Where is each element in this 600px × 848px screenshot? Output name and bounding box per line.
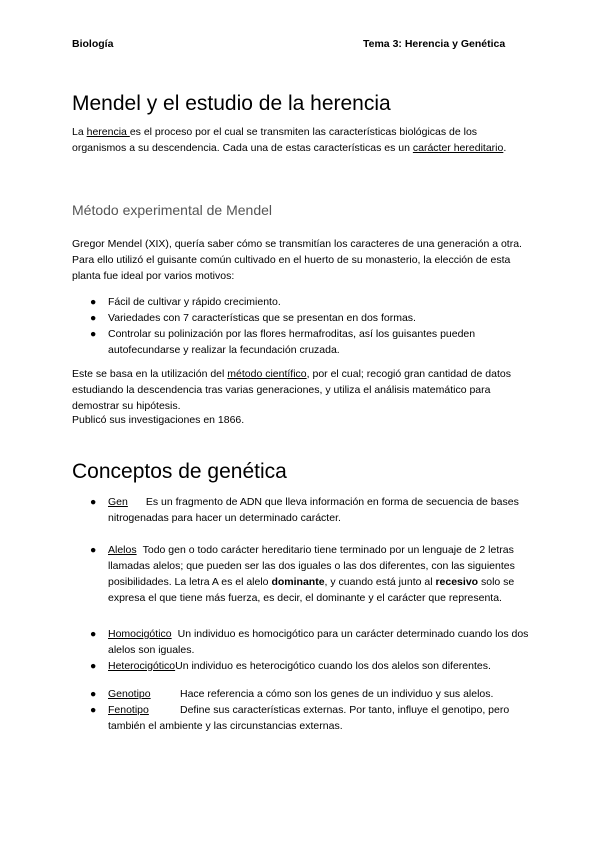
concept-heterocigotico: ● HeterocigóticoUn individuo es heterocigótico cuando los dos alelos son diferentes. [90,660,491,672]
bullet-icon: ● [90,496,97,508]
bullet-icon: ● [90,312,97,324]
link-metodo-cientifico[interactable]: método científico [227,368,307,380]
concept-homocigotico: ● Homocigótico Un individuo es homocigótico para un carácter determinado cuando los dos alelos son iguales. [90,628,529,656]
concept-gen: ● Gen Es un fragmento de ADN que lleva información en forma de secuencia de bases nitrogenadas para hacer un determinado carácter. [90,496,519,524]
term-alelos: Alelos [108,544,137,556]
term-fenotipo: Fenotipo [108,704,149,716]
publication-paragraph: Publicó sus investigaciones en 1866. [72,414,245,426]
bullet-icon: ● [90,688,97,700]
subsection-title: Método experimental de Mendel [72,202,273,218]
reasons-list [90,294,530,358]
term-homocigotico: Homocigótico [108,628,172,640]
concept-genotipo: ● Genotipo Hace referencia a cómo son los genes de un individuo y sus alelos. [90,688,494,700]
bullet-icon: ● [90,544,97,556]
bullet-icon: ● [90,628,97,640]
term-genotipo: Genotipo [108,688,151,700]
bullet-icon: ● [90,704,97,716]
bullet-icon: ● [90,296,97,308]
section-title-genetica: Conceptos de genética [72,460,287,483]
bullet-icon: ● [90,660,97,672]
header-subject: Biología [72,38,114,50]
link-herencia[interactable]: herencia [86,126,130,138]
concept-fenotipo: ● Fenotipo Define sus características externas. Por tanto, influye el genotipo, pero también el ambiente y las circunstancias externas. [90,704,510,732]
mendel-paragraph: Gregor Mendel (XIX), quería saber cómo se transmitían los caracteres de una generación a otra. Para ello utilizó el guisante común cultivado en el huerto de su monasterio, la elección de esta planta fue ideal por varios motivos: [72,238,522,282]
intro-paragraph: La herencia es el proceso por el cual se transmiten las características biológicas de los organismos a su descendencia. Cada una de estas características es un carácter hereditario. [72,126,507,154]
list-item: ● Fácil de cultivar y rápido crecimiento. [90,296,281,308]
list-item: ● Variedades con 7 características que se presentan en dos formas. [90,312,416,324]
method-paragraph: Este se basa en la utilización del método científico, por el cual; recogió gran cantidad de datos estudiando la descendencia tras varias generaciones, y utiliza el análisis matemático para demostrar su hipótesis. [72,368,511,412]
list-item: ● Controlar su polinización por las flores hermafroditas, así los guisantes pueden autofecundarse y realizar la fecundación cruzada. [90,328,476,356]
header-topic: Tema 3: Herencia y Genética [363,38,506,50]
link-caracter-hereditario[interactable]: carácter hereditario [412,142,504,154]
term-heterocigotico: Heterocigótico [108,660,176,672]
term-gen: Gen [108,496,128,508]
concept-alelos: ● Alelos Todo gen o todo carácter hereditario tiene terminado por un lenguaje de 2 letras llamadas alelos; que pueden ser las dos iguales o las dos diferentes, con las siguientes posibilidades. La letra A es el alelo dominante, y cuando está junto al recesivo solo se expresa el que tiene más fuerza, es decir, el dominante y el carácter que representa. [90,544,515,604]
section-title-mendel: Mendel y el estudio de la herencia [72,92,391,115]
bullet-icon: ● [90,328,97,340]
